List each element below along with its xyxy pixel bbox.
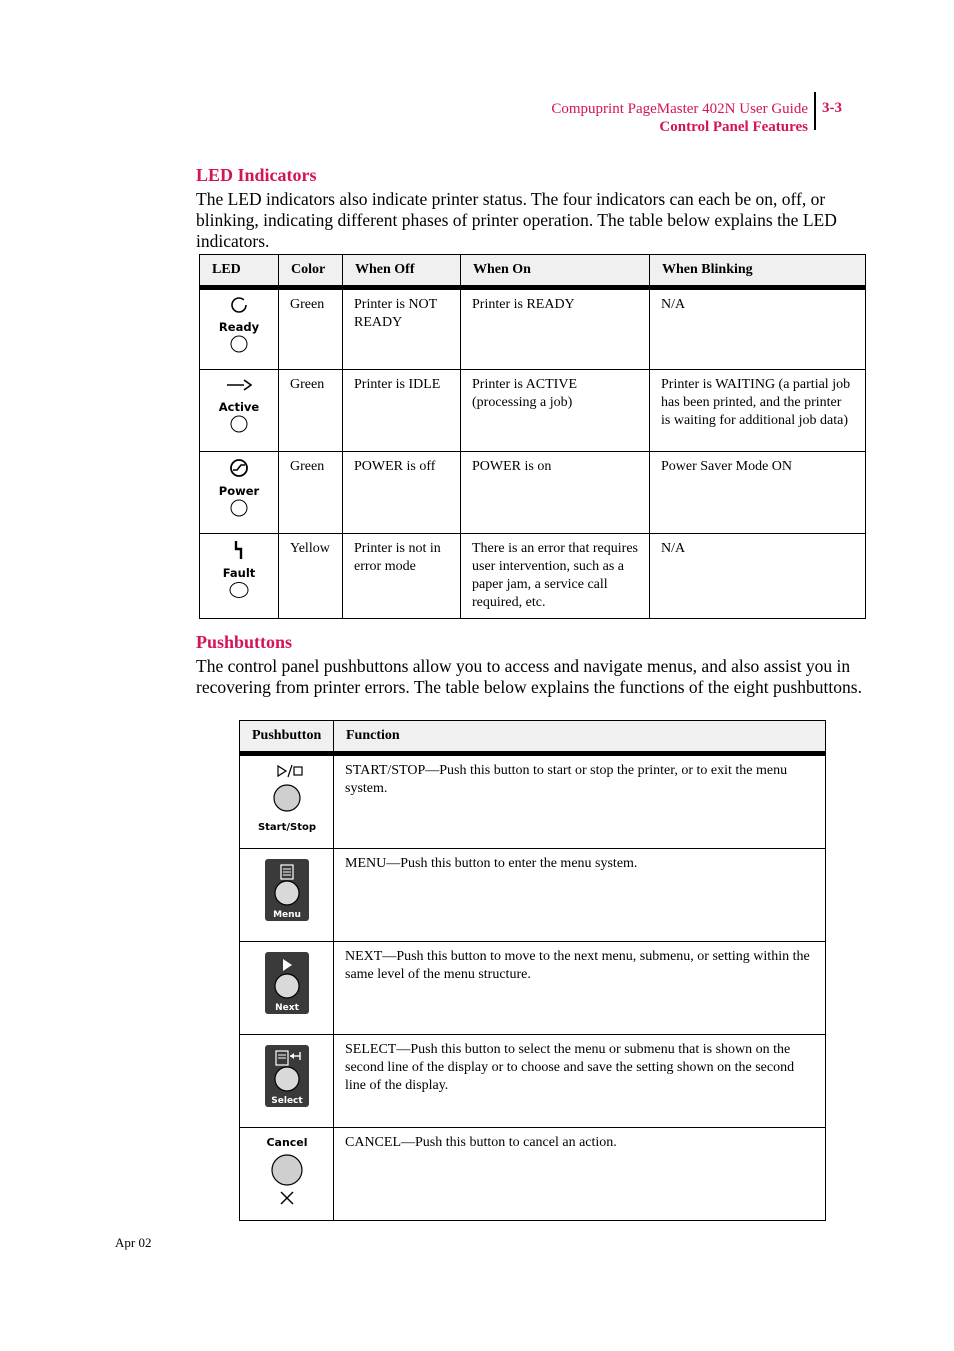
select-button-icon	[252, 1041, 322, 1115]
pushbuttons-heading: Pushbuttons	[196, 632, 293, 652]
pushbutton-cell	[240, 1128, 334, 1221]
led-table-header	[200, 255, 866, 288]
led-cell	[200, 452, 279, 534]
pushbutton-cell	[240, 942, 334, 1035]
led-when-on: There is an error that requires user intervention, such as a paper jam, a service call required, etc.	[461, 534, 650, 619]
pushbutton-function: MENU—Push this button to enter the menu system.	[334, 849, 826, 942]
table-row	[240, 754, 826, 849]
led-color: Green	[279, 370, 343, 452]
pushbutton-label: Menu	[272, 910, 301, 920]
col-header-pushbutton: Pushbutton	[240, 721, 334, 754]
table-row	[200, 288, 866, 370]
led-heading: LED Indicators	[196, 165, 317, 185]
table-row	[200, 452, 866, 534]
led-when-blinking: Printer is WAITING (a partial job has been printed, and the printer is waiting for additional job data)	[650, 370, 866, 452]
led-when-blinking: N/A	[650, 288, 866, 370]
led-color: Green	[279, 288, 343, 370]
cancel-button-icon	[252, 1134, 322, 1208]
led-when-off: POWER is off	[343, 452, 461, 534]
led-when-on: POWER is on	[461, 452, 650, 534]
footer-date: Apr 02	[115, 1235, 152, 1250]
start-stop-button-icon	[252, 762, 322, 836]
col-header-when-blinking: When Blinking	[650, 255, 866, 288]
led-when-blinking: Power Saver Mode ON	[650, 452, 866, 534]
led-intro: The LED indicators also indicate printer status. The four indicators can each be on, off, or blinking, indicating different phases of printer operation. The table below explains the LED indicators.	[196, 189, 837, 251]
table-row	[240, 849, 826, 942]
page-number: 3-3	[822, 100, 842, 116]
pushbutton-function: NEXT—Push this button to move to the next menu, submenu, or setting within the same level of the menu structure.	[334, 942, 826, 1035]
table-row	[200, 370, 866, 452]
col-header-when-off: When Off	[343, 255, 461, 288]
pushbutton-function: START/STOP—Push this button to start or stop the printer, or to exit the menu system.	[334, 754, 826, 849]
section-title: Control Panel Features	[659, 119, 808, 135]
pushbutton-table	[239, 720, 826, 1221]
led-lamp-icon	[224, 498, 254, 518]
pushbutton-function: SELECT—Push this button to select the menu or submenu that is shown on the second line of the display or to choose and save the setting shown on the second line of the display.	[334, 1035, 826, 1128]
led-label: Power	[218, 484, 260, 498]
running-header	[551, 100, 808, 136]
led-cell	[200, 370, 279, 452]
table-row	[240, 942, 826, 1035]
led-when-on: Printer is ACTIVE (processing a job)	[461, 370, 650, 452]
fault-led-icon	[224, 540, 254, 560]
led-cell	[200, 288, 279, 370]
active-led-icon	[224, 376, 254, 394]
pushbuttons-intro: The control panel pushbuttons allow you to access and navigate menus, and also assist you in recovering from printer errors. The table below explains the functions of the eight pushbuttons.	[196, 656, 862, 697]
table-row	[200, 534, 866, 619]
pushbutton-label: Start/Stop	[257, 822, 316, 833]
led-cell	[200, 534, 279, 619]
header-divider	[814, 92, 816, 130]
guide-title: Compuprint PageMaster 402N User Guide	[551, 101, 808, 117]
led-lamp-icon	[224, 334, 254, 354]
led-color: Yellow	[279, 534, 343, 619]
led-label: Ready	[218, 320, 260, 334]
led-when-off: Printer is NOT READY	[343, 288, 461, 370]
pushbutton-label: Select	[270, 1096, 303, 1106]
ready-led-icon	[224, 296, 254, 314]
led-when-blinking: N/A	[650, 534, 866, 619]
pushbutton-table-header	[240, 721, 826, 754]
col-header-function: Function	[334, 721, 826, 754]
led-lamp-icon	[224, 414, 254, 434]
led-table	[199, 254, 866, 619]
col-header-led: LED	[200, 255, 279, 288]
power-led-icon	[224, 458, 254, 478]
led-when-on: Printer is READY	[461, 288, 650, 370]
table-row	[240, 1128, 826, 1221]
col-header-color: Color	[279, 255, 343, 288]
pushbutton-label: Cancel	[265, 1136, 308, 1149]
pushbutton-cell	[240, 849, 334, 942]
led-when-off: Printer is not in error mode	[343, 534, 461, 619]
led-lamp-icon	[224, 580, 254, 600]
next-button-icon	[252, 948, 322, 1022]
pushbutton-cell	[240, 754, 334, 849]
pushbutton-function: CANCEL—Push this button to cancel an action.	[334, 1128, 826, 1221]
led-when-off: Printer is IDLE	[343, 370, 461, 452]
pushbutton-label: Next	[274, 1003, 299, 1013]
led-label: Active	[218, 400, 260, 414]
menu-button-icon	[252, 855, 322, 929]
col-header-when-on: When On	[461, 255, 650, 288]
led-color: Green	[279, 452, 343, 534]
table-row	[240, 1035, 826, 1128]
pushbutton-cell	[240, 1035, 334, 1128]
led-label: Fault	[222, 566, 256, 580]
